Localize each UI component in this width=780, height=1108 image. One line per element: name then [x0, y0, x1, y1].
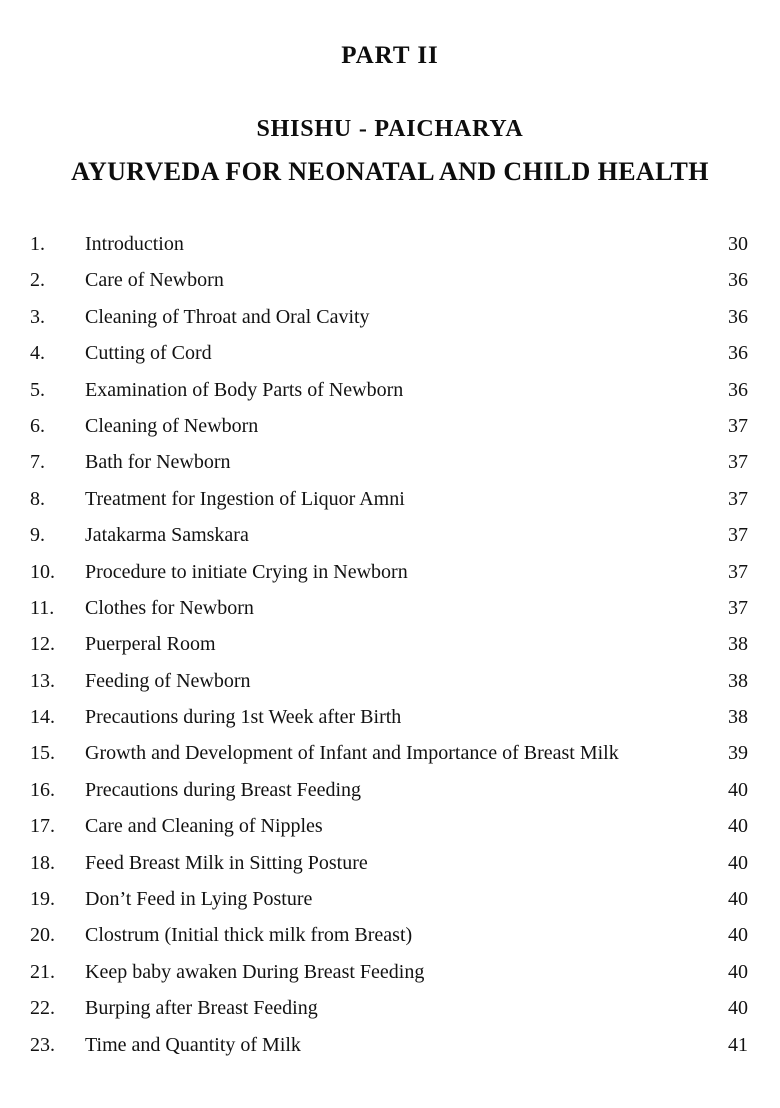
- toc-entry-number: 6.: [30, 414, 45, 437]
- toc-entry-title: Burping after Breast Feeding: [85, 997, 318, 1020]
- toc-entry-title: Treatment for Ingestion of Liquor Amni: [85, 487, 405, 510]
- toc-entry-title: Examination of Body Parts of Newborn: [85, 378, 404, 401]
- toc-entry-number: 23.: [30, 1033, 55, 1056]
- toc-entry-page: 40: [728, 778, 748, 801]
- toc-entry-title: Don’t Feed in Lying Posture: [85, 888, 313, 911]
- toc-entry-page: 38: [728, 633, 748, 656]
- toc-entry-number: 17.: [30, 815, 55, 838]
- toc-entry: [30, 924, 748, 960]
- toc-entry-title: Growth and Development of Infant and Importance of Breast Milk: [85, 742, 619, 765]
- toc-entry-page: 36: [728, 342, 748, 365]
- toc-entry-title: Cleaning of Newborn: [85, 414, 259, 437]
- toc-entry-title: Clostrum (Initial thick milk from Breast): [85, 924, 413, 947]
- toc-entry-page: 36: [728, 305, 748, 328]
- toc-entry-number: 21.: [30, 960, 55, 983]
- toc-entry-number: 22.: [30, 997, 55, 1020]
- toc-entry: [30, 597, 748, 633]
- toc-entry-title: Clothes for Newborn: [85, 596, 254, 619]
- toc-entry-title: Precautions during Breast Feeding: [85, 778, 362, 801]
- toc-entry: [30, 997, 748, 1033]
- toc-entry-number: 8.: [30, 487, 45, 510]
- toc-entry-title: Feeding of Newborn: [85, 669, 251, 692]
- toc-entry: [30, 488, 748, 524]
- toc-entry-title: Care of Newborn: [85, 269, 224, 292]
- toc-entry: [30, 670, 748, 706]
- toc-entry-page: 38: [728, 706, 748, 729]
- toc-entry: [30, 961, 748, 997]
- part-title: PART II: [341, 42, 439, 69]
- toc-entry-page: 37: [728, 524, 748, 547]
- toc-entry: [30, 815, 748, 851]
- toc-entry-page: 37: [728, 451, 748, 474]
- page-header: [0, 0, 780, 187]
- toc-entry-page: 40: [728, 924, 748, 947]
- toc-entry-number: 11.: [30, 596, 55, 619]
- toc-entry-title: Bath for Newborn: [85, 451, 231, 474]
- toc-entry-page: 40: [728, 997, 748, 1020]
- toc-entry-number: 4.: [30, 342, 45, 365]
- toc-entry: [30, 269, 748, 305]
- toc-entry-page: 36: [728, 378, 748, 401]
- toc-entry: [30, 888, 748, 924]
- toc-entry-number: 5.: [30, 378, 45, 401]
- toc-entry: [30, 342, 748, 378]
- toc-entry-number: 13.: [30, 669, 55, 692]
- toc-entry: [30, 706, 748, 742]
- toc-entry-title: Precautions during 1st Week after Birth: [85, 706, 402, 729]
- toc-entry-title: Feed Breast Milk in Sitting Posture: [85, 851, 368, 874]
- toc-entry-page: 40: [728, 815, 748, 838]
- toc-entry-number: 9.: [30, 524, 45, 547]
- toc-entry: [30, 852, 748, 888]
- toc-entry-number: 1.: [30, 233, 45, 255]
- toc-entry-page: 37: [728, 414, 748, 437]
- toc-entry: [30, 451, 748, 487]
- toc-entry-number: 16.: [30, 778, 55, 801]
- toc-entry-number: 10.: [30, 560, 55, 583]
- toc-entry-page: 40: [728, 960, 748, 983]
- toc-entry-number: 14.: [30, 706, 55, 729]
- toc-entry-title: Time and Quantity of Milk: [85, 1033, 301, 1056]
- toc-entry: [30, 742, 748, 778]
- toc-entry-page: 37: [728, 560, 748, 583]
- toc-entry-title: Procedure to initiate Crying in Newborn: [85, 560, 408, 583]
- toc-entry: [30, 415, 748, 451]
- toc-entry-number: 2.: [30, 269, 45, 292]
- toc-entry: [30, 633, 748, 669]
- toc-entry: [30, 233, 748, 269]
- toc-entry: [30, 306, 748, 342]
- table-of-contents: [30, 233, 748, 1070]
- toc-entry-page: 38: [728, 669, 748, 692]
- toc-entry-title: Jatakarma Samskara: [85, 524, 249, 547]
- toc-entry: [30, 561, 748, 597]
- toc-entry-title: Cutting of Cord: [85, 342, 212, 365]
- toc-entry-title: Puerperal Room: [85, 633, 216, 656]
- toc-entry-number: 3.: [30, 305, 45, 328]
- toc-entry-title: Keep baby awaken During Breast Feeding: [85, 960, 425, 983]
- toc-entry: [30, 524, 748, 560]
- toc-entry-number: 12.: [30, 633, 55, 656]
- toc-entry-number: 15.: [30, 742, 55, 765]
- toc-entry-page: 40: [728, 851, 748, 874]
- section-subtitle: AYURVEDA FOR NEONATAL AND CHILD HEALTH: [71, 157, 709, 186]
- toc-entry-page: 40: [728, 888, 748, 911]
- toc-entry-number: 19.: [30, 888, 55, 911]
- toc-entry-number: 20.: [30, 924, 55, 947]
- toc-entry: [30, 1034, 748, 1070]
- toc-entry-page: 39: [728, 742, 748, 765]
- toc-entry: [30, 379, 748, 415]
- toc-entry-page: 37: [728, 487, 748, 510]
- toc-entry: [30, 779, 748, 815]
- toc-entry-title: Introduction: [85, 233, 184, 255]
- toc-entry-page: 37: [728, 596, 748, 619]
- toc-entry-page: 30: [728, 233, 748, 255]
- toc-entry-page: 41: [728, 1033, 748, 1056]
- toc-entry-title: Cleaning of Throat and Oral Cavity: [85, 305, 370, 328]
- toc-entry-page: 36: [728, 269, 748, 292]
- section-title: SHISHU - PAICHARYA: [256, 116, 524, 142]
- toc-entry-number: 18.: [30, 851, 55, 874]
- toc-entry-number: 7.: [30, 451, 45, 474]
- toc-entry-title: Care and Cleaning of Nipples: [85, 815, 323, 838]
